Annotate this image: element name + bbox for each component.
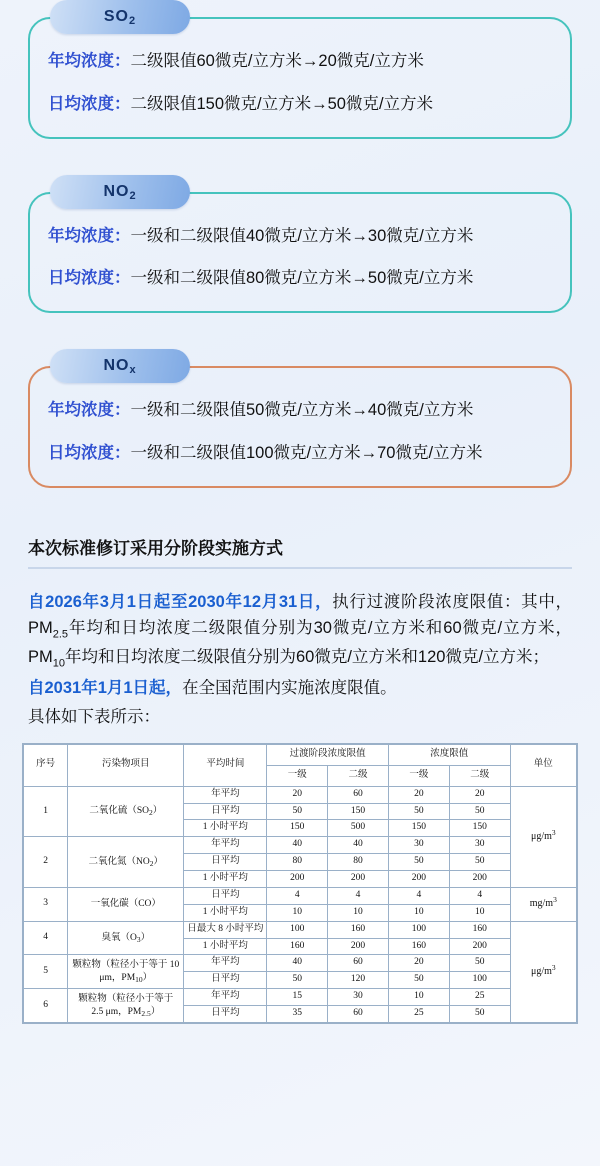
limit-row-value: 一级和二级限值40微克/立方米→30微克/立方米 (130, 226, 474, 245)
cell-limit-grade2: 10 (449, 904, 510, 921)
cell-limit-grade1: 30 (388, 837, 449, 854)
cell-pollutant (68, 989, 184, 1023)
cell-transition-grade2: 150 (328, 803, 389, 820)
cell-transition-grade1: 20 (267, 786, 328, 803)
limit-row-key: 年均浓度： (48, 401, 131, 419)
unit-exponent: 3 (551, 827, 556, 837)
limits-table (23, 744, 577, 1023)
pollutant-name: 臭氧（O (101, 932, 137, 943)
paragraph-highlight-date-range: 自2026年3月1日起至2030年12月31日， (28, 592, 333, 611)
cell-avg-time: 年平均 (184, 786, 267, 803)
cell-limit-grade2: 50 (449, 1006, 510, 1023)
cell-limit-grade1: 10 (388, 904, 449, 921)
cell-limit-grade1: 200 (388, 871, 449, 888)
cell-transition-grade2: 80 (328, 854, 389, 871)
unit-text: mg/m (529, 898, 554, 909)
cell-limit-grade1: 150 (388, 820, 449, 837)
th-no: 序号 (24, 744, 68, 786)
cell-avg-time: 年平均 (184, 989, 267, 1006)
cell-unit (510, 786, 576, 887)
limit-row-key: 日均浓度： (48, 269, 131, 288)
cell-transition-grade2: 60 (328, 786, 389, 803)
pollutant-card-nox (28, 349, 572, 488)
limit-row-value: 二级限值150微克/立方米→50微克/立方米 (130, 94, 434, 113)
cell-avg-time: 1 小时平均 (184, 820, 267, 837)
table-row (24, 837, 577, 854)
pill-label-sub: x (129, 364, 137, 376)
limit-row-key: 年均浓度： (48, 52, 131, 70)
cell-no: 3 (24, 887, 68, 921)
pollutant-card-body-so2 (28, 17, 572, 139)
cell-transition-grade2: 60 (328, 955, 389, 972)
cell-limit-grade1: 50 (388, 854, 449, 871)
cell-pollutant (68, 837, 184, 888)
table-row (24, 887, 577, 904)
cell-transition-grade1: 80 (267, 854, 328, 871)
cell-no: 6 (24, 989, 68, 1023)
cell-avg-time: 年平均 (184, 955, 267, 972)
unit-text: μg/m (530, 830, 552, 842)
pollutant-pill-nox (50, 349, 190, 383)
th-limits: 浓度限值 (388, 744, 510, 765)
pollutant-name-sub: 3 (136, 934, 141, 944)
cell-no: 4 (24, 921, 68, 955)
limits-table-wrapper (22, 743, 578, 1024)
cell-pollutant (68, 887, 184, 921)
table-row (24, 989, 577, 1006)
limit-row-value: 一级和二级限值50微克/立方米→40微克/立方米 (130, 401, 474, 419)
cell-limit-grade1: 50 (388, 972, 449, 989)
cell-transition-grade2: 60 (328, 1006, 389, 1023)
cell-transition-grade1: 200 (267, 871, 328, 888)
cell-pollutant (68, 955, 184, 989)
th-transition-limits: 过渡阶段浓度限值 (267, 744, 389, 765)
th-unit: 单位 (510, 744, 576, 786)
pollutant-card-body-nox (28, 366, 572, 488)
th-limit-grade2: 二级 (449, 765, 510, 786)
unit-exponent: 3 (553, 895, 557, 904)
cell-limit-grade2: 30 (449, 837, 510, 854)
cell-avg-time: 日最大 8 小时平均 (184, 921, 267, 938)
cell-limit-grade2: 160 (449, 921, 510, 938)
pm25-subscript: 2.5 (52, 628, 69, 641)
cell-transition-grade2: 120 (328, 972, 389, 989)
pill-label: NO (103, 182, 130, 200)
cell-limit-grade1: 4 (388, 887, 449, 904)
limit-row (48, 398, 552, 423)
pollutant-name-sub: 2.5 (141, 1008, 151, 1018)
pollutant-name-tail: ） (142, 972, 153, 983)
pill-label: NO (103, 357, 130, 374)
cell-limit-grade1: 20 (388, 786, 449, 803)
limit-row-value: 一级和二级限值80微克/立方米→50微克/立方米 (130, 269, 474, 288)
pollutant-name: 二氧化硫（SO (89, 806, 149, 817)
cell-transition-grade2: 10 (328, 904, 389, 921)
pollutant-name: 颗粒物（粒径小于等于 2.5 μm，PM (78, 994, 174, 1017)
section-title: 本次标准修订采用分阶段实施方式 (28, 534, 572, 569)
cell-limit-grade2: 150 (449, 820, 510, 837)
limit-row (48, 92, 552, 117)
cell-limit-grade1: 160 (388, 938, 449, 955)
unit-exponent: 3 (551, 962, 556, 972)
pollutant-name-sub: 2 (148, 808, 153, 818)
paragraph-text-b: 年均和日均浓度二级限值分别为30微克/立方米和60微克/立方米，PM (28, 619, 572, 667)
cell-avg-time: 日平均 (184, 972, 267, 989)
cell-transition-grade1: 50 (267, 803, 328, 820)
th-transition-grade2: 二级 (328, 765, 389, 786)
cell-transition-grade2: 200 (328, 938, 389, 955)
pollutant-name: 颗粒物（粒径小于等于 10 μm，PM (72, 960, 180, 983)
pollutant-card-so2 (28, 0, 572, 139)
cell-limit-grade2: 4 (449, 887, 510, 904)
limits-table-head (24, 744, 577, 786)
cell-transition-grade2: 160 (328, 921, 389, 938)
pollutant-pill-no2 (50, 175, 190, 209)
cell-avg-time: 1 小时平均 (184, 904, 267, 921)
limit-row (48, 224, 552, 249)
cell-transition-grade1: 4 (267, 887, 328, 904)
th-avg-time: 平均时间 (184, 744, 267, 786)
cell-transition-grade1: 40 (267, 955, 328, 972)
cell-transition-grade2: 4 (328, 887, 389, 904)
limit-row-key: 年均浓度： (48, 226, 131, 245)
pill-label-sub: 2 (129, 15, 137, 27)
cell-pollutant (68, 786, 184, 837)
limit-row-key: 日均浓度： (48, 94, 131, 113)
pollutant-card-no2 (28, 175, 572, 314)
pollutant-name: 二氧化氮（NO (88, 856, 150, 867)
table-row (24, 786, 577, 803)
limit-row-key: 日均浓度： (48, 443, 131, 462)
cell-limit-grade2: 25 (449, 989, 510, 1006)
paragraph-text-a: 执行过渡阶段浓度限值：其中，PM (28, 592, 572, 638)
limit-row-value: 二级限值60微克/立方米→20微克/立方米 (130, 52, 424, 70)
pill-label-sub: 2 (129, 189, 137, 202)
limits-table-body (24, 786, 577, 1022)
paragraph-text-c: 年均和日均浓度二级限值分别为60微克/立方米和120微克/立方米； (65, 648, 550, 667)
cell-limit-grade1: 25 (388, 1006, 449, 1023)
limit-row-value: 一级和二级限值100微克/立方米→70微克/立方米 (130, 443, 483, 462)
pollutant-name-tail: ） (151, 899, 161, 910)
pollutant-name-tail: ） (150, 1006, 161, 1017)
paragraph-text-d: 在全国范围内实施浓度限值。 (182, 679, 397, 698)
cell-transition-grade2: 40 (328, 837, 389, 854)
pill-label: SO (103, 8, 129, 25)
cell-limit-grade2: 20 (449, 786, 510, 803)
cell-transition-grade1: 160 (267, 938, 328, 955)
pollutant-name-tail: ） (153, 856, 164, 867)
cell-limit-grade2: 200 (449, 871, 510, 888)
cell-limit-grade2: 200 (449, 938, 510, 955)
cell-limit-grade1: 20 (388, 955, 449, 972)
unit-text: μg/m (530, 965, 552, 977)
cell-limit-grade2: 100 (449, 972, 510, 989)
table-row (24, 955, 577, 972)
cell-unit (510, 921, 576, 1022)
cell-limit-grade1: 50 (388, 803, 449, 820)
limit-row (48, 266, 552, 291)
cell-transition-grade1: 100 (267, 921, 328, 938)
th-pollutant: 污染物项目 (68, 744, 184, 786)
table-row (24, 921, 577, 938)
cell-transition-grade1: 35 (267, 1006, 328, 1023)
pollutant-name-tail: ） (152, 806, 163, 817)
pollutant-name-sub: 10 (135, 974, 143, 984)
paragraph-final-phase (28, 675, 572, 702)
cell-transition-grade2: 500 (328, 820, 389, 837)
th-transition-grade1: 一级 (267, 765, 328, 786)
cell-avg-time: 年平均 (184, 837, 267, 854)
cell-avg-time: 日平均 (184, 854, 267, 871)
cell-avg-time: 日平均 (184, 803, 267, 820)
paragraph-highlight-start-date: 自2031年1月1日起， (28, 679, 183, 698)
cell-unit (510, 887, 576, 921)
limit-row (48, 441, 552, 466)
cell-limit-grade2: 50 (449, 803, 510, 820)
paragraph-table-intro: 具体如下表所示： (28, 708, 160, 727)
cell-limit-grade2: 50 (449, 854, 510, 871)
pollutant-pill-so2 (50, 0, 190, 34)
pollutant-name: 一氧化碳（CO (90, 899, 152, 910)
cell-no: 2 (24, 837, 68, 888)
pm10-subscript: 10 (52, 657, 65, 670)
cell-pollutant (68, 921, 184, 955)
cell-transition-grade1: 40 (267, 837, 328, 854)
cell-transition-grade1: 50 (267, 972, 328, 989)
table-header-row (24, 744, 577, 765)
cell-transition-grade2: 200 (328, 871, 389, 888)
cell-avg-time: 日平均 (184, 887, 267, 904)
cell-no: 1 (24, 786, 68, 837)
pollutant-name-tail: ） (140, 932, 151, 943)
cell-transition-grade1: 15 (267, 989, 328, 1006)
cell-no: 5 (24, 955, 68, 989)
cell-limit-grade1: 100 (388, 921, 449, 938)
cell-transition-grade1: 150 (267, 820, 328, 837)
cell-limit-grade2: 50 (449, 955, 510, 972)
cell-avg-time: 日平均 (184, 1006, 267, 1023)
cell-avg-time: 1 小时平均 (184, 871, 267, 888)
limit-row (48, 49, 552, 74)
cell-transition-grade1: 10 (267, 904, 328, 921)
cell-transition-grade2: 30 (328, 989, 389, 1006)
pollutant-name-sub: 2 (149, 858, 154, 868)
paragraph-transition-phase (28, 589, 572, 674)
cell-avg-time: 1 小时平均 (184, 938, 267, 955)
cell-limit-grade1: 10 (388, 989, 449, 1006)
th-limit-grade1: 一级 (388, 765, 449, 786)
